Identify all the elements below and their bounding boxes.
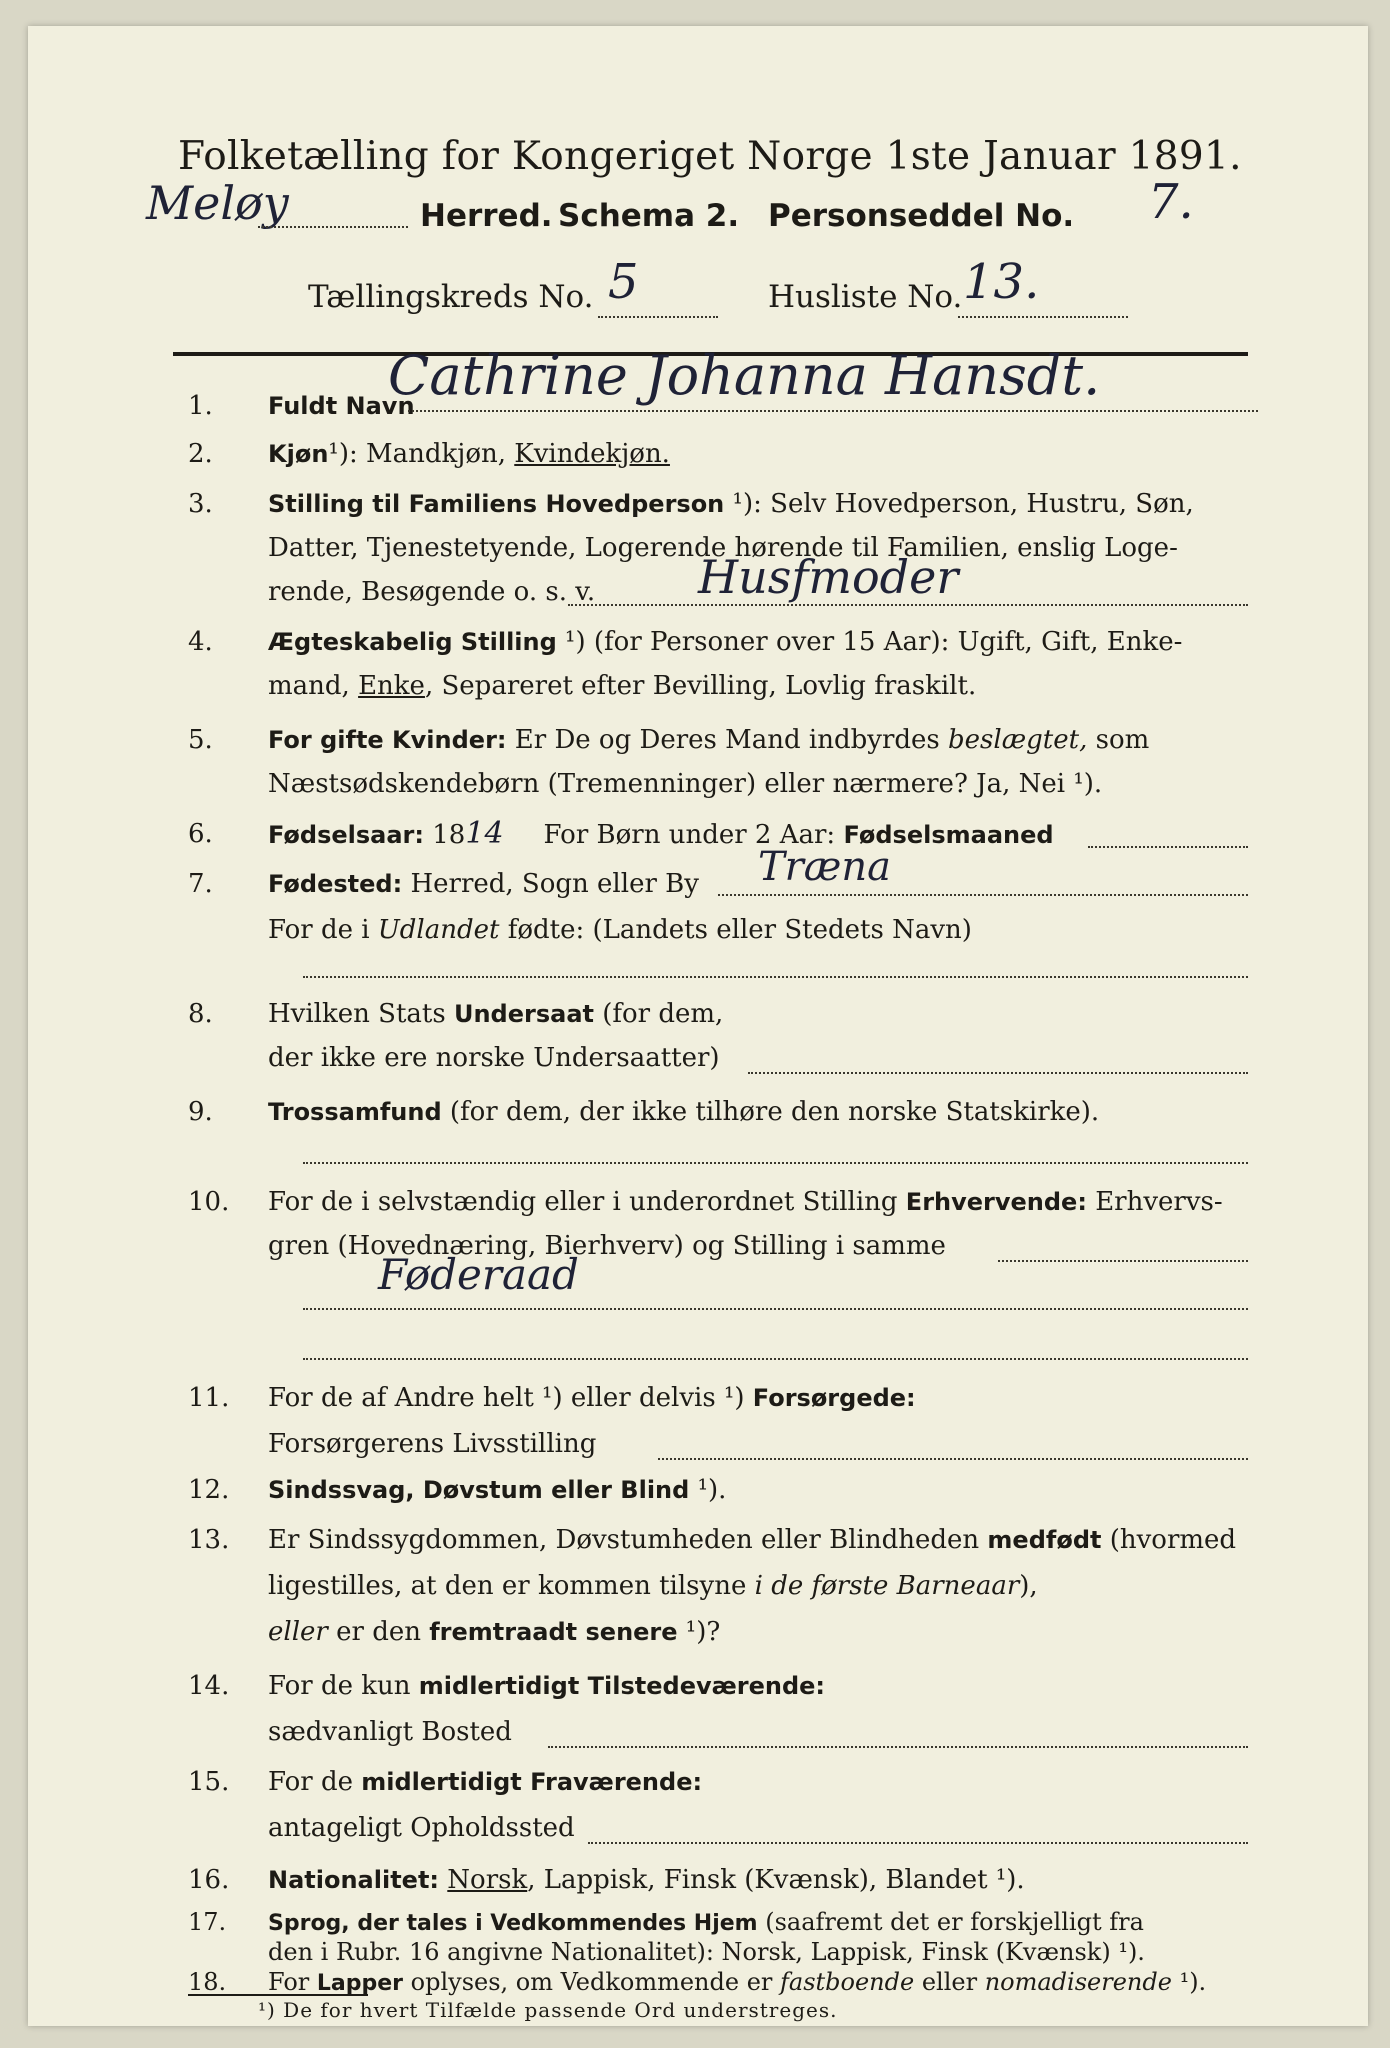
item-label: Fødested: (268, 870, 403, 898)
item-number: 4. (188, 627, 213, 657)
item-number: 5. (188, 725, 213, 755)
item-number: 16. (188, 1865, 230, 1895)
item-8-dots (748, 1072, 1248, 1074)
item-label: medfødt (987, 1526, 1102, 1554)
personseddel-value: 7. (1148, 174, 1194, 230)
item-italic: beslægtet, (948, 725, 1088, 755)
census-form-page (28, 26, 1368, 2026)
selected-option: Enke (358, 671, 425, 701)
item-text: Forsørgerens Livsstilling (268, 1429, 597, 1459)
item-11-dots (658, 1458, 1248, 1460)
item-italic: Udlandet (377, 915, 500, 945)
personseddel-label: Personseddel No. (768, 198, 1075, 234)
item-14-dots (548, 1746, 1248, 1748)
item-number: 6. (188, 819, 213, 849)
item-number: 10. (188, 1187, 230, 1217)
item-number: 9. (188, 1097, 213, 1127)
occupation-value: Føderaad (378, 1250, 579, 1299)
husliste-value: 13. (963, 254, 1040, 310)
form-title: Folketælling for Kongeriget Norge 1ste Januar 1891. (178, 134, 1242, 179)
kreds-dots (598, 316, 718, 318)
item-number: 14. (188, 1671, 230, 1701)
item-15-dots (588, 1842, 1248, 1844)
item-text: ¹)? (677, 1617, 721, 1647)
husliste-dots (958, 316, 1128, 318)
item-text: rende, Besøgende o. s. v. (268, 577, 596, 607)
birthplace-value: Træna (758, 844, 892, 890)
herred-value: Meløy (146, 176, 289, 230)
item-text: , Separeret efter Bevilling, Lovlig fraskilt. (424, 671, 977, 701)
item-text: ), (1019, 1571, 1038, 1601)
item-label: Nationalitet: (268, 1866, 440, 1894)
item-text: der ikke ere norske Undersaatter) (268, 1043, 720, 1073)
schema-label: Schema 2. (558, 198, 740, 234)
item-label: midlertidigt Tilstedeværende: (418, 1672, 826, 1700)
item-text: er den (327, 1617, 430, 1647)
item-text: Herred, Sogn eller By (402, 869, 699, 899)
item-text: den i Rubr. 16 angivne Nationalitet): Norsk, Lappisk, Finsk (Kvænsk) ¹). (268, 1938, 1145, 1966)
item-italic: i de første Barneaar (754, 1571, 1020, 1601)
item-text: som (1087, 725, 1150, 755)
item-label: Kjøn (268, 440, 329, 468)
item-text: Næstsødskendebørn (Tremenninger) eller nærmere? Ja, Nei ¹). (268, 769, 1103, 799)
item-text: (for dem, der ikke tilhøre den norske Statskirke). (441, 1097, 1100, 1127)
item-text: For (268, 1968, 317, 1996)
item-text: (saafremt det er forskjelligt fra (757, 1908, 1144, 1936)
item-text: Er De og Deres Mand indbyrdes (506, 725, 949, 755)
item-number: 7. (188, 869, 213, 899)
item-text: , Lappisk, Finsk (Kvænsk), Blandet ¹). (527, 1865, 1025, 1895)
item-number: 11. (188, 1383, 230, 1413)
item-label: Sprog, der tales i Vedkommendes Hjem (268, 1911, 758, 1936)
item-3-dots (568, 604, 1248, 606)
item-number: 12. (188, 1475, 230, 1505)
item-label: Fødselsaar: (268, 821, 424, 849)
item-6-dots (1088, 846, 1248, 848)
item-label: Trossamfund (268, 1098, 442, 1126)
footnote: ¹) De for hvert Tilfælde passende Ord understreges. (258, 1998, 838, 2022)
item-text: antageligt Opholdssted (268, 1813, 575, 1843)
item-text: eller (914, 1968, 985, 1996)
item-text: (hvormed (1101, 1525, 1237, 1555)
item-italic: eller (268, 1617, 328, 1647)
item-text: Er Sindssygdommen, Døvstumheden eller Blindheden (268, 1525, 988, 1555)
item-number: 2. (188, 439, 213, 469)
item-number: 3. (188, 489, 213, 519)
item-text: For de kun (268, 1671, 419, 1701)
item-number: 17. (188, 1908, 227, 1936)
selected-option: Norsk (447, 1865, 528, 1895)
herred-label: Herred. (420, 198, 553, 234)
item-text: For Børn under 2 Aar: (543, 820, 836, 850)
item-text: gren (Hovednæring, Bierhverv) og Stilling i samme (268, 1231, 946, 1261)
item-italic: fastboende (780, 1968, 915, 1996)
hovedperson-value: Husfmoder (698, 550, 959, 604)
item-number: 13. (188, 1525, 230, 1555)
item-label: Lapper (316, 1971, 404, 1996)
item-text: Erhvervs- (1086, 1187, 1223, 1217)
item-text: For de i (268, 915, 378, 945)
herred-dots (258, 226, 408, 228)
item-label: Ægteskabelig Stilling (268, 628, 557, 656)
item-number: 18. (188, 1968, 227, 1996)
item-number: 1. (188, 391, 213, 421)
item-text: mand, (268, 671, 359, 701)
item-10-dots-2 (303, 1308, 1248, 1310)
full-name-value: Cathrine Johanna Hansdt. (388, 344, 1101, 407)
item-9-dots (303, 1162, 1248, 1164)
husliste-label: Husliste No. (768, 279, 963, 315)
item-10-dots (998, 1260, 1248, 1262)
item-label: Forsørgede: (752, 1384, 916, 1412)
item-7-dots-2 (303, 976, 1248, 978)
item-label: Sindssvag, Døvstum eller Blind (268, 1476, 690, 1504)
item-label: Erhvervende: (905, 1188, 1087, 1216)
name-dots (408, 410, 1258, 412)
item-label: midlertidigt Fraværende: (361, 1768, 703, 1796)
item-text: ¹). (689, 1475, 727, 1505)
item-7-dots (718, 894, 1248, 896)
item-text: oplyses, om Vedkommende er (403, 1968, 780, 1996)
item-text: 18 (424, 820, 466, 850)
item-text: sædvanligt Bosted (268, 1717, 512, 1747)
item-text: Hvilken Stats (268, 999, 454, 1029)
item-text: ¹). (1171, 1968, 1207, 1996)
item-text: ¹): Selv Hovedperson, Hustru, Søn, (724, 489, 1194, 519)
kreds-value: 5 (608, 254, 639, 310)
selected-option: Kvindekjøn. (514, 439, 670, 469)
kreds-label: Tællingskreds No. (308, 279, 594, 315)
item-italic: nomadiserende (984, 1968, 1172, 1996)
item-text: (for dem, (593, 999, 724, 1029)
item-label: fremtraadt senere (429, 1618, 678, 1646)
item-text: ¹): Mandkjøn, (328, 439, 515, 469)
item-label: Stilling til Familiens Hovedperson (268, 490, 725, 518)
item-text: For de af Andre helt ¹) eller delvis ¹) (268, 1383, 753, 1413)
item-text: fødte: (Landets eller Stedets Navn) (499, 915, 972, 945)
item-10-dots-3 (303, 1358, 1248, 1360)
item-number: 8. (188, 999, 213, 1029)
item-label: Fødselsmaaned (843, 821, 1054, 849)
item-label: Fuldt Navn (268, 392, 415, 420)
item-label: For gifte Kvinder: (268, 726, 507, 754)
item-text: For de i selvstændig eller i underordnet Stilling (268, 1187, 906, 1217)
item-text: Datter, Tjenestetyende, Logerende hørende til Familien, enslig Loge- (268, 533, 1178, 563)
item-text: For de (268, 1767, 362, 1797)
birth-year-value: 14 (465, 816, 504, 851)
item-text: ¹) (for Personer over 15 Aar): Ugift, Gift, Enke- (556, 627, 1183, 657)
item-label: Undersaat (453, 1000, 594, 1028)
item-number: 15. (188, 1767, 230, 1797)
item-text: ligestilles, at den er kommen tilsyne (268, 1571, 755, 1601)
